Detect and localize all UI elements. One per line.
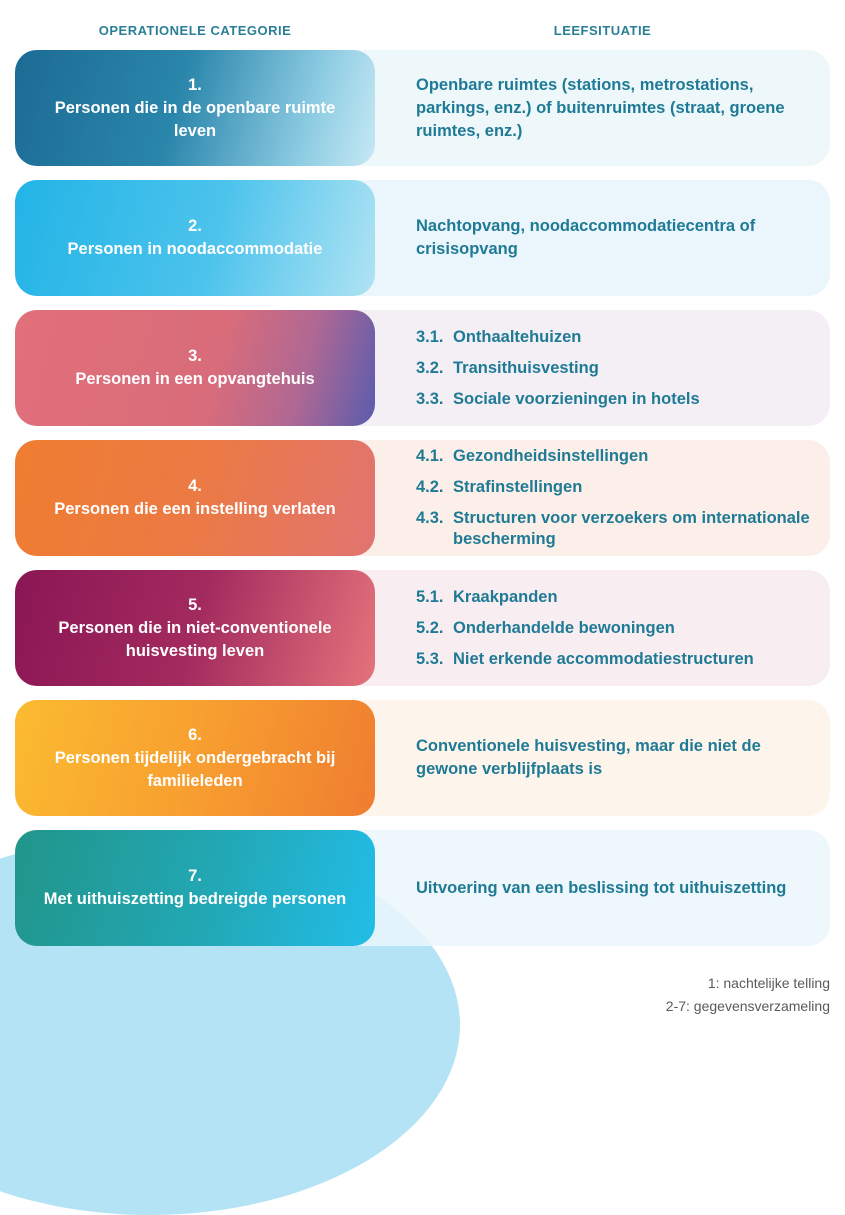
living-situation-panel-3 bbox=[345, 310, 830, 426]
list-item bbox=[416, 446, 814, 467]
list-item bbox=[416, 477, 814, 498]
category-title-5: Personen die in niet-conventionele huisvesting leven bbox=[58, 618, 332, 660]
list-item bbox=[416, 649, 814, 670]
category-title-2: Personen in noodaccommodatie bbox=[67, 240, 323, 258]
category-row-3 bbox=[15, 310, 830, 426]
living-situation-panel-6 bbox=[345, 700, 830, 816]
item-text: Onthaaltehuizen bbox=[453, 327, 582, 346]
category-title-1: Personen die in de openbare ruimte leven bbox=[54, 98, 336, 140]
category-box-2 bbox=[15, 180, 375, 296]
category-number-1: 1. bbox=[188, 75, 202, 94]
item-number: 5.3. bbox=[416, 649, 444, 668]
category-number-5: 5. bbox=[188, 595, 202, 614]
footnote-data-collection: 2-7: gegevensverzameling bbox=[665, 998, 830, 1014]
category-box-5 bbox=[15, 570, 375, 686]
living-situation-panel-1 bbox=[345, 50, 830, 166]
item-text: Structuren voor verzoekers om internationale bescherming bbox=[453, 509, 810, 548]
item-text: Gezondheidsinstellingen bbox=[453, 447, 649, 465]
living-situation-text-1: Openbare ruimtes (stations, metrostations, parkings, enz.) of buitenruimtes (straat, groene ruimtes, enz.) bbox=[416, 75, 785, 140]
living-situation-panel-7 bbox=[345, 830, 830, 946]
list-item bbox=[416, 587, 814, 608]
category-row-5 bbox=[15, 570, 830, 686]
category-box-3 bbox=[15, 310, 375, 426]
category-box-6 bbox=[15, 700, 375, 816]
list-item bbox=[416, 327, 814, 348]
list-item bbox=[416, 389, 814, 410]
category-box-4 bbox=[15, 440, 375, 556]
living-situation-text-6: Conventionele huisvesting, maar die niet de gewone verblijfplaats is bbox=[416, 737, 761, 778]
item-number: 3.2. bbox=[416, 358, 444, 377]
category-box-1 bbox=[15, 50, 375, 166]
item-number: 5.2. bbox=[416, 618, 444, 637]
list-item bbox=[416, 358, 814, 379]
living-situation-panel-2 bbox=[345, 180, 830, 296]
header-living-situation: LEEFSITUATIE bbox=[553, 23, 652, 38]
list-item bbox=[416, 618, 814, 639]
category-row-2 bbox=[15, 180, 830, 296]
item-text: Transithuisvesting bbox=[453, 358, 599, 377]
header-operational-category: OPERATIONELE CATEGORIE bbox=[98, 23, 292, 38]
category-title-6: Personen tijdelijk ondergebracht bij familieleden bbox=[54, 748, 336, 790]
category-number-7: 7. bbox=[188, 867, 202, 885]
category-number-4: 4. bbox=[188, 477, 202, 495]
category-title-4: Personen die een instelling verlaten bbox=[54, 500, 336, 518]
item-number: 4.3. bbox=[416, 509, 444, 527]
category-row-1 bbox=[15, 50, 830, 166]
category-number-6: 6. bbox=[188, 725, 202, 744]
item-number: 4.1. bbox=[416, 447, 444, 465]
living-situation-panel-5 bbox=[345, 570, 830, 686]
category-box-7 bbox=[15, 830, 375, 946]
category-row-6 bbox=[15, 700, 830, 816]
item-number: 3.1. bbox=[416, 327, 444, 346]
category-number-3: 3. bbox=[188, 347, 202, 365]
living-situation-text-7: Uitvoering van een beslissing tot uithuiszetting bbox=[416, 878, 787, 897]
list-item bbox=[416, 508, 814, 550]
item-number: 4.2. bbox=[416, 478, 444, 496]
item-text: Niet erkende accommodatiestructuren bbox=[453, 649, 754, 668]
category-title-3: Personen in een opvangtehuis bbox=[75, 370, 315, 388]
category-number-2: 2. bbox=[188, 217, 202, 235]
item-number: 5.1. bbox=[416, 587, 444, 606]
item-text: Onderhandelde bewoningen bbox=[453, 618, 675, 637]
category-row-7 bbox=[15, 830, 830, 946]
living-situation-text-2: Nachtopvang, noodaccommodatiecentra of crisisopvang bbox=[416, 217, 756, 258]
category-title-7: Met uithuiszetting bedreigde personen bbox=[43, 890, 347, 908]
item-text: Kraakpanden bbox=[453, 587, 558, 606]
item-text: Sociale voorzieningen in hotels bbox=[453, 389, 700, 408]
footnote-night-count: 1: nachtelijke telling bbox=[707, 975, 830, 991]
living-situation-panel-4 bbox=[345, 440, 830, 556]
item-number: 3.3. bbox=[416, 389, 444, 408]
item-text: Strafinstellingen bbox=[453, 478, 583, 496]
category-row-4 bbox=[15, 440, 830, 556]
